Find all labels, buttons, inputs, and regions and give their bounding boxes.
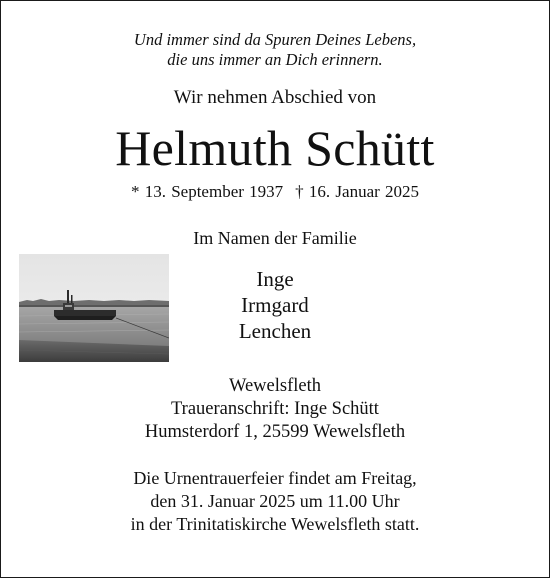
mourning-address — [0, 375, 550, 444]
address-contact: Traueranschrift: Inge Schütt — [171, 399, 379, 419]
memorial-verse — [0, 30, 550, 70]
mourner-name: Lenchen — [238, 319, 312, 343]
mourners-list — [0, 266, 550, 344]
death-date: † 16. Januar 2025 — [295, 182, 420, 201]
address-place: Wewelsfleth — [228, 376, 321, 396]
family-intro: Im Namen der Familie — [193, 228, 357, 248]
life-dates — [0, 182, 550, 202]
ceremony-line-1: Die Urnentrauerfeier findet am Freitag, — [133, 468, 417, 488]
verse-line-2: die uns immer an Dich erinnern. — [167, 50, 383, 69]
verse-line-1: Und immer sind da Spuren Deines Lebens, — [133, 30, 417, 49]
ceremony-details — [0, 467, 550, 536]
birth-date: * 13. September 1937 — [130, 182, 284, 201]
ceremony-line-3: in der Trinitatiskirche Wewelsfleth statt. — [130, 514, 420, 534]
ceremony-line-2: den 31. Januar 2025 um 11.00 Uhr — [150, 491, 400, 511]
farewell-intro: Wir nehmen Abschied von — [173, 87, 377, 108]
mourner-name: Inge — [256, 267, 294, 291]
deceased-name: Helmuth Schütt — [115, 120, 435, 176]
mourner-name: Irmgard — [241, 293, 309, 317]
address-street: Humsterdorf 1, 25599 Wewelsfleth — [144, 422, 406, 442]
